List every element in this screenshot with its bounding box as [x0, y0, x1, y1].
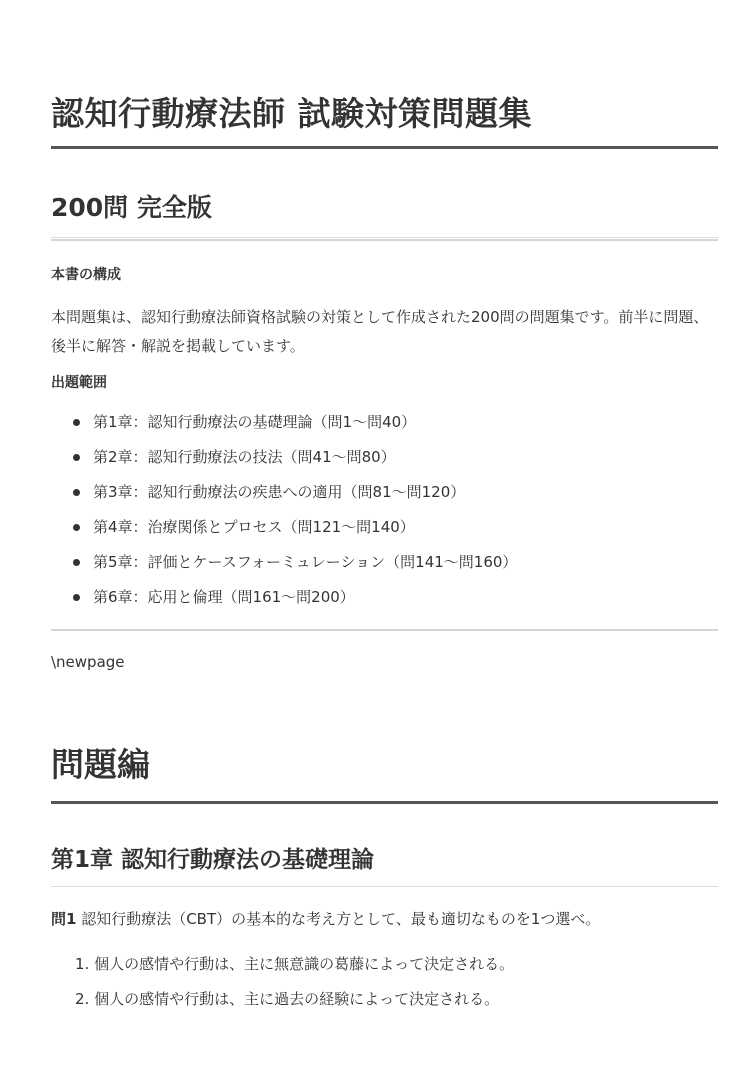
- structure-paragraph: 本問題集は、認知行動療法師資格試験の対策として作成された200問の問題集です。前半に問題、後半に解答・解説を掲載しています。: [51, 308, 709, 355]
- option-item: 1. 個人の感情や行動は、主に無意識の葛藤によって決定される。: [75, 955, 515, 973]
- bullet-icon: [73, 594, 80, 601]
- list-item-text: 第4章：治療関係とプロセス（問121〜問140）: [93, 518, 415, 536]
- structure-heading: 本書の構成: [51, 267, 121, 283]
- newpage-marker: \newpage: [51, 653, 125, 671]
- list-item-text: 第1章：認知行動療法の基礎理論（問1〜問40）: [93, 413, 417, 431]
- question-text: 認知行動療法（CBT）の基本的な考え方として、最も適切なものを1つ選べ。: [76, 910, 601, 928]
- option-item: 2. 個人の感情や行動は、主に過去の経験によって決定される。: [75, 990, 500, 1008]
- list-item: [93, 545, 718, 580]
- list-item: [93, 440, 718, 475]
- question-number: 問1: [51, 910, 77, 928]
- list-item-text: 第6章：応用と倫理（問161〜問200）: [93, 588, 355, 606]
- list-item: [93, 405, 718, 440]
- list-item-text: 第2章：認知行動療法の技法（問41〜問80）: [93, 448, 396, 466]
- list-item: [93, 475, 718, 510]
- horizontal-rule: [51, 239, 718, 241]
- chapter-title: 第1章 認知行動療法の基礎理論: [51, 847, 375, 873]
- scope-heading: 出題範囲: [51, 375, 107, 391]
- document-title: 認知行動療法師 試験対策問題集: [51, 94, 532, 133]
- subtitle-underline: [51, 237, 718, 238]
- list-item-text: 第3章：認知行動療法の疾患への適用（問81〜問120）: [93, 483, 466, 501]
- horizontal-rule: [51, 629, 718, 631]
- document-subtitle: 200問 完全版: [51, 193, 212, 222]
- question-1: [51, 907, 718, 931]
- bullet-icon: [73, 489, 80, 496]
- bullet-icon: [73, 559, 80, 566]
- part-title: 問題編: [51, 745, 150, 784]
- list-item: [93, 510, 718, 545]
- bullet-icon: [73, 524, 80, 531]
- part-underline: [51, 801, 718, 804]
- bullet-icon: [73, 454, 80, 461]
- chapter-list: [51, 405, 718, 615]
- list-item: [93, 580, 718, 615]
- list-item-text: 第5章：評価とケースフォーミュレーション（問141〜問160）: [93, 553, 518, 571]
- chapter-underline: [51, 886, 718, 887]
- bullet-icon: [73, 419, 80, 426]
- title-underline: [51, 146, 718, 149]
- option-list: [51, 947, 718, 1017]
